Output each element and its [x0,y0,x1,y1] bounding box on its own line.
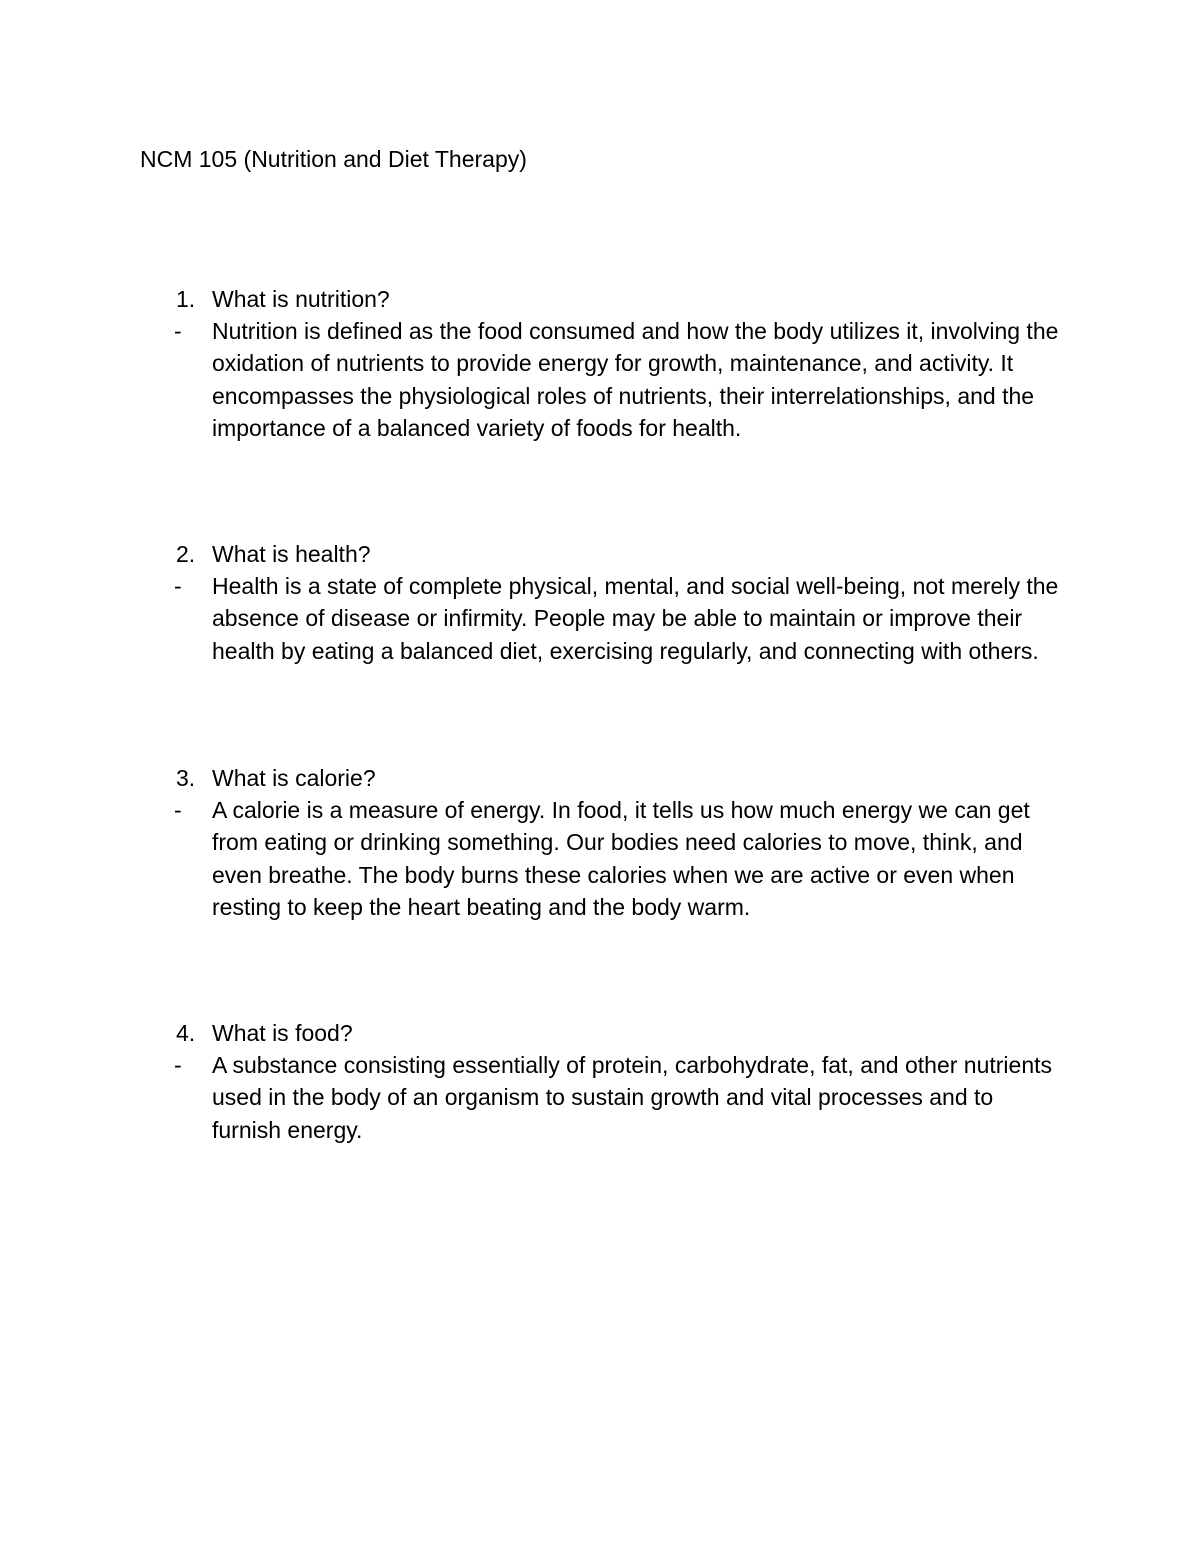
qa-item [0,1017,1200,1146]
answer-bullet: - [174,1052,182,1078]
question-text: What is nutrition? [212,286,390,312]
question-row [0,1017,1200,1049]
question-number: 1. [176,286,196,312]
answer-row [0,315,1200,444]
question-number: 3. [176,765,196,791]
question-row [0,762,1200,794]
answer-bullet: - [174,573,182,599]
question-text: What is calorie? [212,765,376,791]
answer-row [0,570,1200,667]
question-row [0,283,1200,315]
question-text: What is food? [212,1020,353,1046]
answer-text: Nutrition is defined as the food consumed and how the body utilizes it, involving the oxidation of nutrients to provide energy for growth, maintenance, and activity. It encompasses the physiological roles of nutrients, their interrelationships, and the importance of a balanced variety of foods for health. [212,318,1059,441]
qa-item [0,283,1200,444]
answer-text: A calorie is a measure of energy. In food, it tells us how much energy we can get from eating or drinking something. Our bodies need calories to move, think, and even breathe. The body burns these calories when we are active or even when resting to keep the heart beating and the body warm. [212,797,1030,920]
question-row [0,538,1200,570]
answer-text: A substance consisting essentially of protein, carbohydrate, fat, and other nutrients used in the body of an organism to sustain growth and vital processes and to furnish energy. [212,1052,1052,1143]
qa-item [0,762,1200,923]
answer-bullet: - [174,318,182,344]
answer-bullet: - [174,797,182,823]
answer-text: Health is a state of complete physical, mental, and social well-being, not merely the absence of disease or infirmity. People may be able to maintain or improve their health by eating a balanced diet, exercising regularly, and connecting with others. [212,573,1059,664]
answer-row [0,1049,1200,1146]
document-title: NCM 105 (Nutrition and Diet Therapy) [140,146,527,172]
question-number: 4. [176,1020,196,1046]
question-text: What is health? [212,541,371,567]
question-number: 2. [176,541,196,567]
qa-item [0,538,1200,667]
answer-row [0,794,1200,923]
